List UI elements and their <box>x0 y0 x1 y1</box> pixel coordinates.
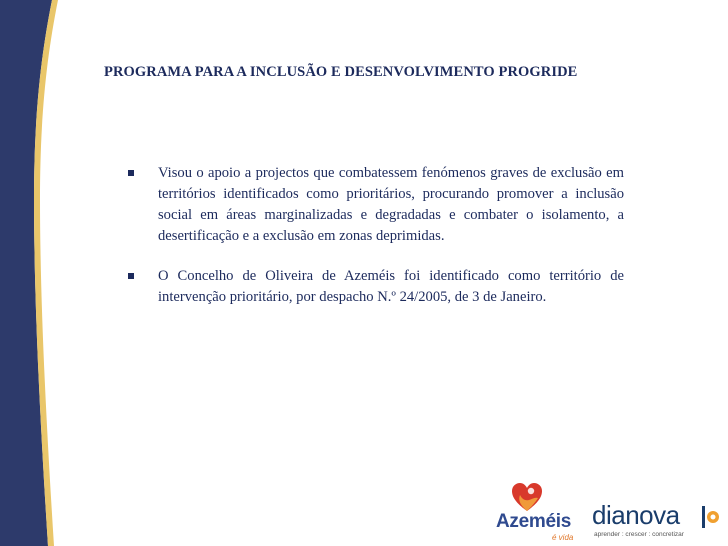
bullet-text: Visou o apoio a projectos que combatessem fenómenos graves de exclusão em territórios identificados como prioritários, procurando promover a inclusão social em áreas marginalizadas e degradadas e combater o isolamento, a desertificação e a exclusão em zonas deprimidas. <box>158 165 624 244</box>
square-bullet-icon <box>128 273 134 279</box>
slide-title: PROGRAMA PARA A INCLUSÃO E DESENVOLVIMENTO PROGRIDE <box>104 64 578 80</box>
azemeis-tagline: é vida <box>552 533 574 542</box>
azemeis-wordmark: Azeméis <box>496 511 571 532</box>
dianova-wordmark: dianova <box>592 500 680 530</box>
square-bullet-icon <box>128 170 134 176</box>
dianova-tagline: aprender : crescer : concretizar <box>594 531 684 538</box>
sidebar-decoration <box>0 0 110 546</box>
bullet-text: O Concelho de Oliveira de Azeméis foi identificado como território de intervenção prioritário, por despacho N.º 24/2005, de 3 de Janeiro. <box>158 268 624 305</box>
bullet-item <box>128 266 624 308</box>
dianova-mark-icon <box>702 506 720 528</box>
bullet-item <box>128 163 624 247</box>
heart-icon <box>510 480 544 514</box>
bullet-list <box>128 163 624 327</box>
dianova-logo <box>592 500 728 546</box>
footer-logos <box>496 478 728 546</box>
azemeis-logo <box>496 478 586 546</box>
